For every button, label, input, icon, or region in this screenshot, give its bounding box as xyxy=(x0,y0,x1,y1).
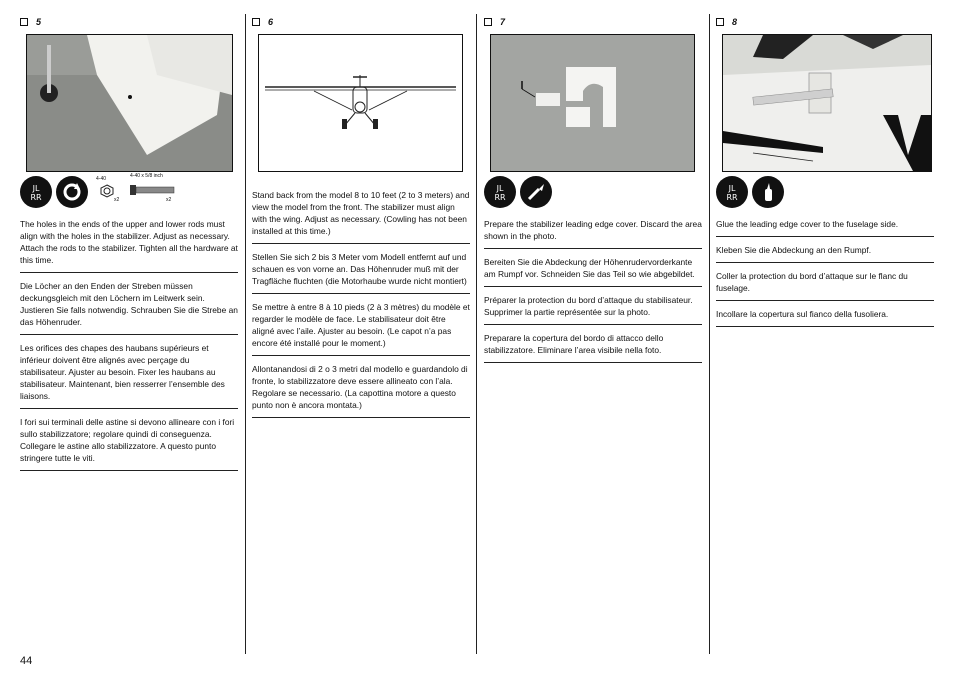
paragraph-de: Stellen Sie sich 2 bis 3 Meter vom Modell entfernt auf und schauen es von vorne an. Das Höhenruder muß mit der Tragfläche fluchten (die Motorhaube wurde nicht montiert) xyxy=(252,249,470,294)
screw-label: 4-40 x 5/8 inch xyxy=(130,173,163,179)
step-6-text xyxy=(252,189,470,423)
step-5-text xyxy=(20,218,238,476)
step-8-photo xyxy=(722,34,932,172)
paragraph-fr: Coller la protection du bord d’attaque sur le flanc du fuselage. xyxy=(716,268,934,301)
paragraph-en: Stand back from the model 8 to 10 feet (2 to 3 meters) and view the model from the front. The stabilizer must align with the wing. Adjust as necessary. (Cowling has not been installed at this time.) xyxy=(252,189,470,244)
step-7-number: 7 xyxy=(500,17,506,27)
rotate-tighten-icon xyxy=(56,176,88,208)
hex-nut-icon xyxy=(100,184,114,198)
step-6-checkbox[interactable] xyxy=(252,18,260,26)
paragraph-it: Preparare la copertura del bordo di attacco dello stabilizzatore. Eliminare l’area visibile nella foto. xyxy=(484,330,702,363)
step-7-header xyxy=(484,14,702,30)
step-8-checkbox[interactable] xyxy=(716,18,724,26)
left-right-symmetry-icon xyxy=(716,176,748,208)
paragraph-de: Kleben Sie die Abdeckung an den Rumpf. xyxy=(716,242,934,263)
step-5-icons xyxy=(20,173,206,208)
step-5-checkbox[interactable] xyxy=(20,18,28,26)
page-number: 44 xyxy=(20,655,33,667)
step-5-column xyxy=(20,14,238,463)
svg-text:RR: RR xyxy=(494,193,506,202)
step-6-number: 6 xyxy=(268,17,274,27)
step-8-photo-art xyxy=(723,35,931,171)
paragraph-it: I fori sui terminali delle astine si devono allineare con i fori sullo stabilizzatore; regolare quindi di conseguenza. Collegare le astine allo stabilizzatore. A questo punto stringere tutte le viti. xyxy=(20,414,238,471)
screw-qty: x2 xyxy=(166,197,172,203)
step-7-text xyxy=(484,218,702,368)
left-right-symmetry-icon xyxy=(484,176,516,208)
svg-text:RR: RR xyxy=(726,193,738,202)
step-5-photo-art xyxy=(27,35,232,171)
step-5-header xyxy=(20,14,238,30)
step-8-icons xyxy=(716,176,784,208)
svg-text:JL: JL xyxy=(728,184,736,193)
paragraph-de: Die Löcher an den Enden der Streben müssen deckungsgleich mit den Löchern im Leitwerk sein. Justieren Sie falls notwendig. Schrauben Sie die Strebe an das Höhenruder. xyxy=(20,278,238,335)
step-5-photo xyxy=(26,34,233,172)
step-5-number: 5 xyxy=(36,17,42,27)
paragraph-it: Allontanandosi di 2 o 3 metri dal modello e guardandolo di fronte, lo stabilizzatore deve essere allineato con l’ala. Regolare se necessario. (La capottina motore a questo punto non è ancora montata.) xyxy=(252,361,470,418)
column-divider-2 xyxy=(476,14,477,654)
nut-label: 4-40 xyxy=(96,176,107,182)
hardware-callout xyxy=(96,173,206,208)
step-7-photo-art xyxy=(491,35,694,171)
glue-bottle-icon xyxy=(752,176,784,208)
step-6-diagram xyxy=(258,34,463,172)
step-7-icons xyxy=(484,176,552,208)
paragraph-fr: Se mettre à entre 8 à 10 pieds (2 à 3 mètres) du modèle et regarder le modèle de face. Le stabilisateur doit être aligné avec l’aile. Ajuster au besoin. (Le capot n’a pas encore été installé pour le moment.) xyxy=(252,299,470,356)
column-divider-3 xyxy=(709,14,710,654)
step-6-header xyxy=(252,14,470,30)
paragraph-it: Incollare la copertura sul fianco della fusoliera. xyxy=(716,306,934,327)
svg-text:JL: JL xyxy=(496,184,504,193)
svg-text:RR: RR xyxy=(30,193,42,202)
step-6-column xyxy=(252,14,470,410)
paragraph-fr: Les orifices des chapes des haubans supérieurs et inférieur doivent être alignés avec perçage du stabilisateur. Ajuster au besoin. Fixer les haubans au stabilisateur. Maintenant, bien resserrer l’ensemble des liaisons. xyxy=(20,340,238,409)
step-7-checkbox[interactable] xyxy=(484,18,492,26)
step-8-number: 8 xyxy=(732,17,738,27)
step-7-photo xyxy=(490,34,695,172)
column-divider-1 xyxy=(245,14,246,654)
hobby-knife-icon xyxy=(520,176,552,208)
paragraph-de: Bereiten Sie die Abdeckung der Höhenrudervorderkante am Rumpf vor. Schneiden Sie das Teil so wie abgebildet. xyxy=(484,254,702,287)
step-7-column xyxy=(484,14,702,355)
paragraph-fr: Préparer la protection du bord d’attaque du stabilisateur. Supprimer la partie représentée sur la photo. xyxy=(484,292,702,325)
paragraph-en: The holes in the ends of the upper and lower rods must align with the holes in the stabilizer. Adjust as necessary. Attach the rods to the stabilizer. Tighten all the hardware at this time. xyxy=(20,218,238,273)
step-8-column xyxy=(716,14,934,319)
paragraph-en: Prepare the stabilizer leading edge cover. Discard the area shown in the photo. xyxy=(484,218,702,249)
paragraph-en: Glue the leading edge cover to the fuselage side. xyxy=(716,218,934,237)
step-8-text xyxy=(716,218,934,332)
nut-qty: x2 xyxy=(114,197,120,203)
screw-icon xyxy=(130,184,176,196)
airplane-front-view-drawing xyxy=(259,35,462,171)
left-right-symmetry-icon xyxy=(20,176,52,208)
svg-text:JL: JL xyxy=(32,184,40,193)
step-8-header xyxy=(716,14,934,30)
